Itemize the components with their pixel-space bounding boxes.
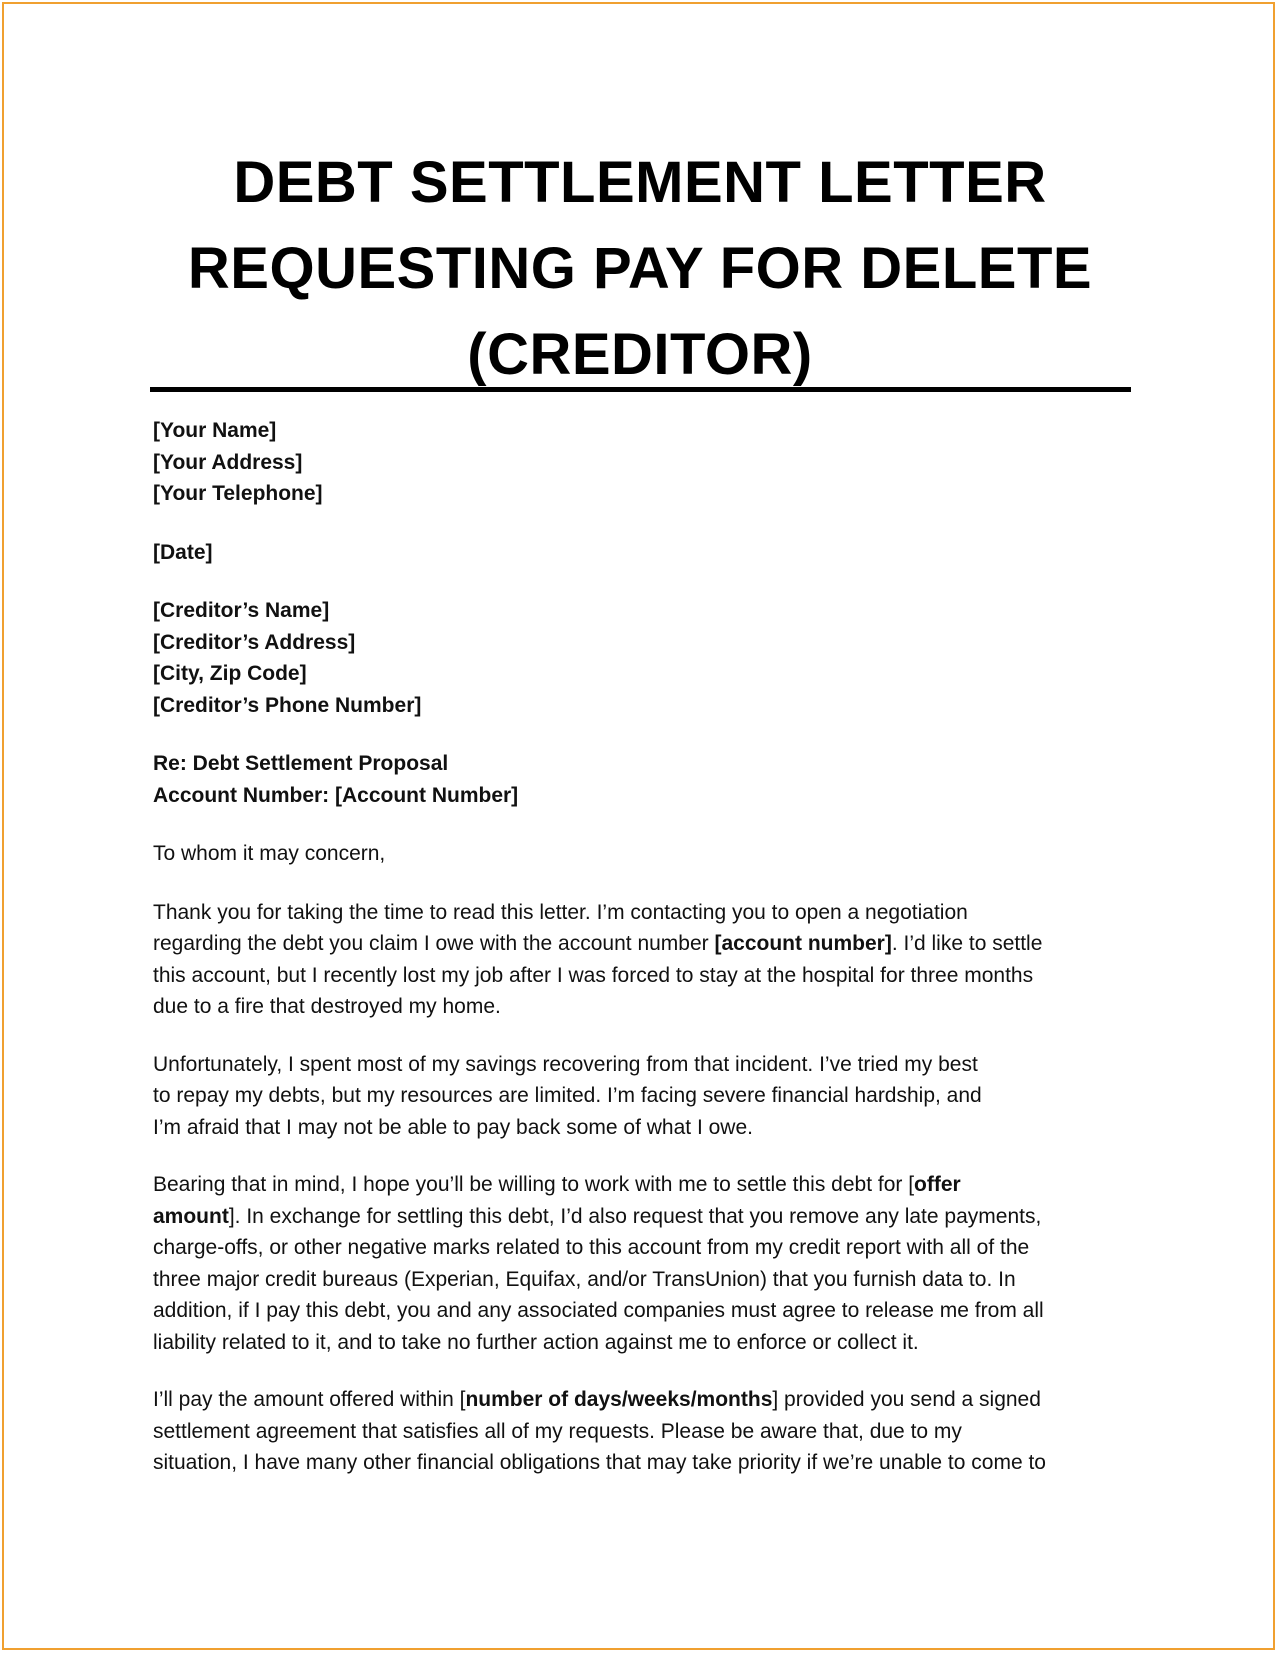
date-block [153,537,1143,569]
sender-address: [Your Address] [153,450,303,474]
subject-line: Re: Debt Settlement Proposal [153,752,449,775]
p4-line-3: situation, I have many other financial obligations that may take priority if we’re unable to come to [153,1451,1046,1474]
sender-telephone: [Your Telephone] [153,482,323,505]
document-title [140,140,1140,398]
title-line-3: (CREDITOR) [467,322,813,387]
paragraph-4 [153,1384,1143,1479]
p1-line-2: regarding the debt you claim I owe with the account number [account number]. I’d like to settle [153,932,1043,955]
salutation: To whom it may concern, [153,842,386,865]
letter-date: [Date] [153,540,213,564]
creditor-phone: [Creditor’s Phone Number] [153,693,422,717]
p1-line-3: this account, but I recently lost my job after I was forced to stay at the hospital for three months [153,963,1034,987]
title-line-1: DEBT SETTLEMENT LETTER [233,150,1047,215]
p3-line-3: charge-offs, or other negative marks related to this account from my credit report with all of the [153,1236,1030,1259]
p1-line-4: due to a fire that destroyed my home. [153,995,501,1018]
letter-body [153,415,1143,1479]
recipient-block [153,595,1143,721]
p4-line-2: settlement agreement that satisfies all of my requests. Please be aware that, due to my [153,1419,962,1443]
p2-line-3: I’m afraid that I may not be able to pay back some of what I owe. [153,1115,753,1139]
p1-line-1: Thank you for taking the time to read this letter. I’m contacting you to open a negotiation [153,900,968,924]
title-divider [150,387,1131,392]
title-line-2: REQUESTING PAY FOR DELETE [187,236,1093,301]
account-number-line: Account Number: [Account Number] [153,783,519,807]
offer-placeholder: offer [914,1173,961,1196]
p2-line-1: Unfortunately, I spent most of my savings recovering from that incident. I’ve tried my best [153,1052,978,1076]
creditor-name: [Creditor’s Name] [153,599,330,622]
p3-line-1: Bearing that in mind, I hope you’ll be willing to work with me to settle this debt for [offer [153,1173,961,1196]
paragraph-1 [153,897,1143,1023]
account-number-placeholder: [account number] [714,932,892,955]
p3-line-4: three major credit bureaus (Experian, Equifax, and/or TransUnion) that you furnish data to. In [153,1267,1016,1291]
p3-line-6: liability related to it, and to take no further action against me to enforce or collect it. [153,1330,919,1354]
time-period-placeholder: number of days/weeks/months [465,1388,773,1411]
paragraph-2 [153,1049,1143,1144]
p4-line-1: I’ll pay the amount offered within [number of days/weeks/months] provided you send a signed [153,1388,1041,1411]
p2-line-2: to repay my debts, but my resources are limited. I’m facing severe financial hardship, and [153,1084,982,1107]
paragraph-3 [153,1169,1143,1358]
p3-line-2: amount]. In exchange for settling this debt, I’d also request that you remove any late payments, [153,1204,1042,1228]
reference-block [153,748,1143,811]
creditor-address: [Creditor’s Address] [153,630,356,654]
amount-placeholder: amount [153,1204,229,1228]
p3-line-5: addition, if I pay this debt, you and any associated companies must agree to release me from all [153,1299,1044,1322]
creditor-city-zip: [City, Zip Code] [153,662,307,685]
sender-name: [Your Name] [153,419,277,442]
sender-block [153,415,1143,510]
